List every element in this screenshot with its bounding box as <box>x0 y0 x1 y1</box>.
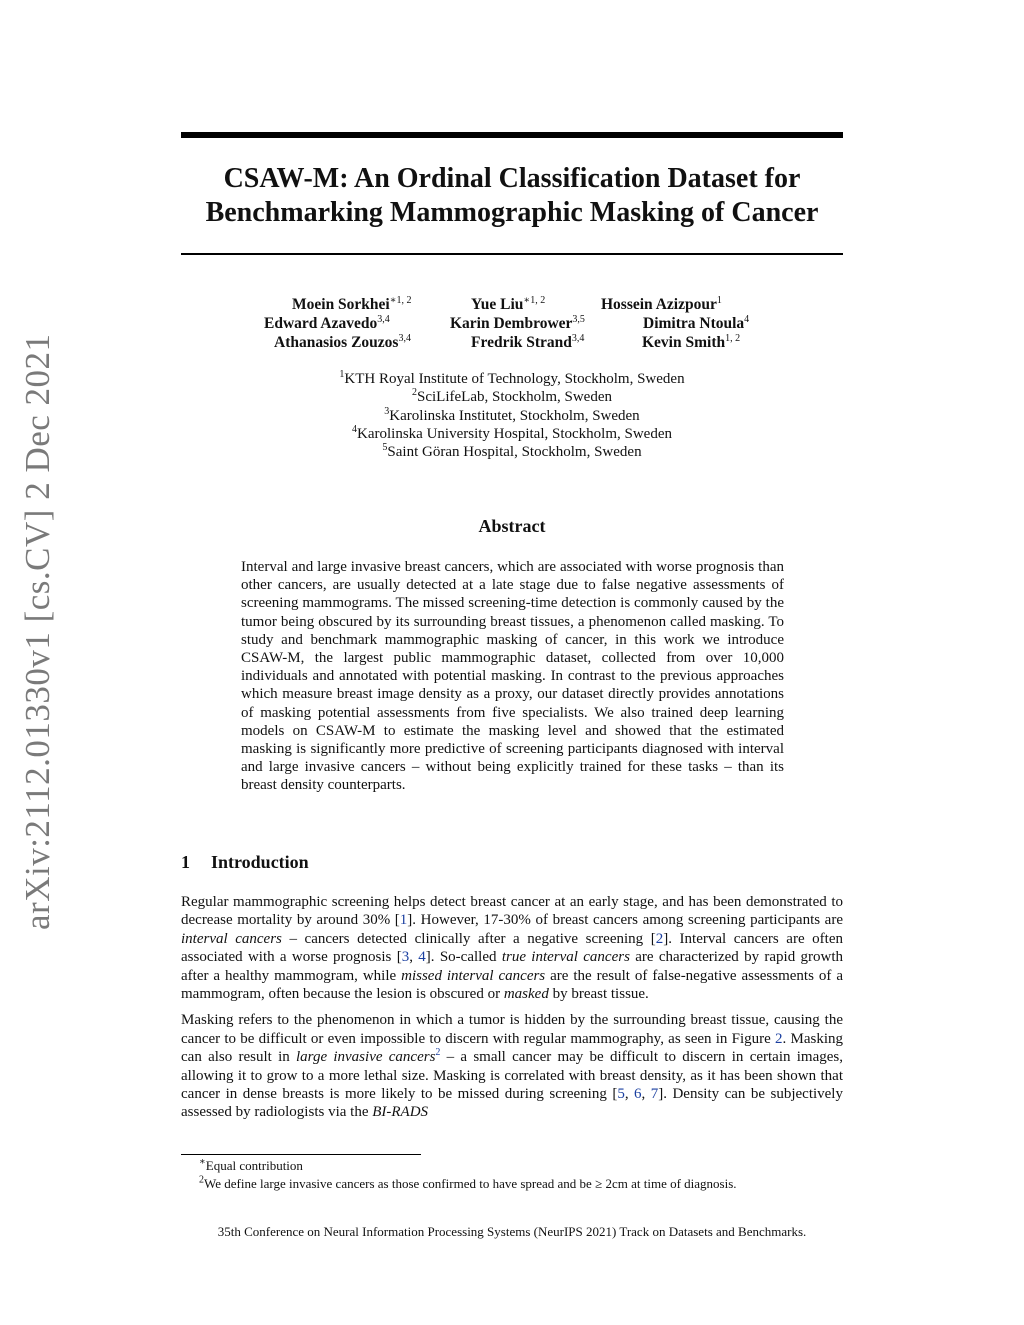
footnote: $^2$We define large invasive cancers as those confirmed to have spread and be ≥ 2cm at time of diagnosis. <box>199 1174 737 1191</box>
citation-link[interactable]: 2 <box>655 930 664 947</box>
affiliation: $^5$Saint Göran Hospital, Stockholm, Sweden <box>382 442 642 461</box>
citation-link[interactable]: 3 <box>401 949 410 966</box>
footnote-rule <box>181 1154 421 1155</box>
figure-ref-link[interactable]: 2 <box>775 1030 783 1047</box>
author: Karin Dembrower$^{3,5}$ <box>450 313 585 332</box>
affiliation: $^1$KTH Royal Institute of Technology, Stockholm, Sweden <box>339 369 685 387</box>
abstract-heading: Abstract <box>478 516 546 536</box>
citation-link[interactable]: 7 <box>650 1086 659 1103</box>
section-number: 1 <box>181 852 190 872</box>
title-line-1: CSAW-M: An Ordinal Classification Dataset for <box>223 163 801 194</box>
author: Moein Sorkhei$^{∗1, 2}$ <box>292 294 412 313</box>
footnotes <box>181 1157 843 1192</box>
affiliation: $^3$Karolinska Institutet, Stockholm, Sweden <box>384 405 640 424</box>
title-top-rule <box>181 132 843 138</box>
section-heading <box>181 852 309 873</box>
author: Edward Azavedo$^{3,4}$ <box>264 313 390 332</box>
section-title: Introduction <box>211 852 309 872</box>
paper-title <box>181 162 843 230</box>
author-row-3 <box>181 334 843 353</box>
author: Dimitra Ntoula$^4$ <box>643 313 750 332</box>
citation-link[interactable]: 1 <box>399 912 408 929</box>
venue-footer: 35th Conference on Neural Information Processing Systems (NeurIPS 2021) Track on Datasets and Benchmarks. <box>217 1224 807 1239</box>
author-row-1 <box>181 296 843 315</box>
affiliation: $^2$SciLifeLab, Stockholm, Sweden <box>412 387 612 406</box>
introduction-body <box>181 893 843 1130</box>
paragraph: Masking refers to the phenomenon in which a tumor is hidden by the surrounding breast tissue, causing the cancer to be difficult or even impossible to discern with regular mammography, as seen in Figure 2. Masking can also result in large invasive cancers$^2$ – a small cancer may be difficult to discern in certain images, allowing it to grow to a more lethal size. Masking is correlated with breast density, as it has been shown that cancer in dense breasts is more likely to be missed during screening [5, 6, 7]. Density can be subjectively assessed by radiologists via the BI-RADS <box>181 1012 844 1121</box>
arxiv-identifier: arXiv:2112.01330v1 [cs.CV] 2 Dec 2021 <box>18 333 57 930</box>
abstract-text: Interval and large invasive breast cancers, which are associated with worse prognosis than other cancers, are usually detected at a late stage due to false negative assessments of screening mammograms. The missed screening-time detection is commonly caused by the tumor being obscured by its surrounding breast tissues, a phenomenon called masking. To study and benchmark mammographic masking of cancer, in this work we introduce CSAW-M, the largest public mammographic dataset, collected from over 10,000 individuals and annotated with potential masking. In contrast to the previous approaches which measure breast image density as a proxy, our dataset directly provides annotations of masking potential assessments from five specialists. We also trained deep learning models on CSAW-M to estimate the masking level and showed that the estimated masking is significantly more predictive of screening participants diagnosed with interval and large invasive cancers – without being explicitly trained for these tasks – than its breast density counterparts. <box>241 559 784 794</box>
author: Yue Liu$^{∗1, 2}$ <box>471 294 546 313</box>
footnote-ref-link[interactable]: 2 <box>435 1047 441 1059</box>
author: Athanasios Zouzos$^{3,4}$ <box>274 332 411 351</box>
author-block <box>181 296 843 353</box>
author-row-2 <box>181 315 843 334</box>
title-line-2: Benchmarking Mammographic Masking of Cancer <box>205 197 819 228</box>
author: Fredrik Strand$^{3,4}$ <box>471 332 585 351</box>
paragraph: Regular mammographic screening helps detect breast cancer at an early stage, and has been demonstrated to decrease mortality by around 30% [1]. However, 17-30% of breast cancers among screening participants are interval cancers – cancers detected clinically after a negative screening [2]. Interval cancers are often associated with a worse prognosis [3, 4]. So-called true interval cancers are characterized by rapid growth after a healthy mammogram, while missed interval cancers are the result of false-negative assessments of a mammogram, often because the lesion is obscured or masked by breast tissue. <box>181 894 844 1003</box>
title-bottom-rule <box>181 253 843 255</box>
affiliation: $^4$Karolinska University Hospital, Stockholm, Sweden <box>352 423 672 442</box>
citation-link[interactable]: 4 <box>418 949 426 966</box>
author: Hossein Azizpour$^1$ <box>601 294 722 313</box>
author: Kevin Smith$^{1, 2}$ <box>642 332 741 351</box>
affiliation-list <box>181 370 843 461</box>
citation-link[interactable]: 6 <box>634 1086 642 1103</box>
citation-link[interactable]: 5 <box>617 1086 625 1103</box>
footnote: ∗Equal contribution <box>199 1156 303 1173</box>
